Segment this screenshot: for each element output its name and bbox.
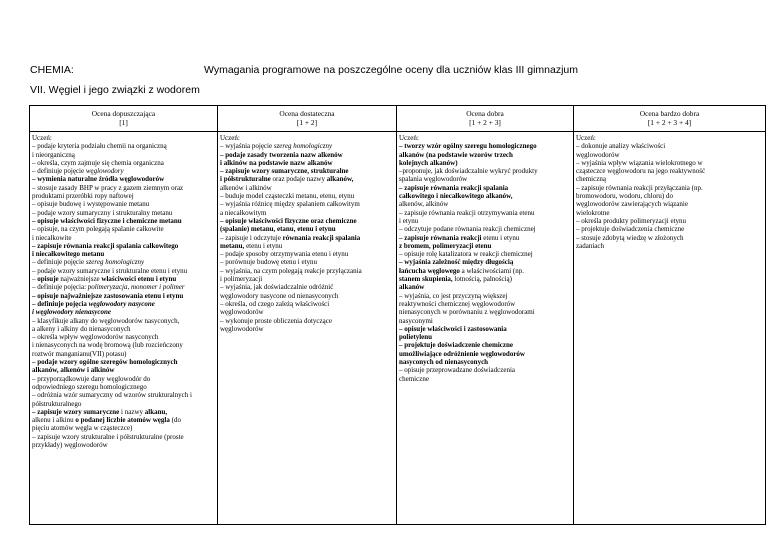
requirement-text: stanem skupienia, (399, 275, 453, 284)
requirement-line (220, 250, 394, 258)
requirement-line (32, 209, 215, 217)
requirement-line (399, 358, 571, 366)
requirement-text: – zapisuje równania reakcji spalania całkowitego (32, 241, 179, 250)
requirement-text: – klasyfikuje alkany do węglowodorów nasyconych, (32, 316, 180, 325)
requirement-text: – przyporządkowuje dany węglowodór do (32, 374, 151, 383)
requirement-text: równania reakcji spalania (282, 233, 361, 242)
requirement-text: węglowodorów zawierających wiązanie (576, 200, 688, 209)
requirement-text: wielokrotne (576, 208, 610, 217)
header-grade-satisfactory (218, 106, 397, 132)
requirement-text: łańcucha węglowego (399, 266, 460, 275)
table-header-row (30, 106, 766, 132)
requirement-text: właściwości etenu i etynu (101, 275, 177, 284)
requirement-line (399, 333, 571, 341)
requirement-text: – zapisuje i odczytuje (220, 233, 283, 242)
requirement-text: alkanów (na podstawie wzorów trzech (399, 150, 513, 159)
requirement-line (399, 200, 571, 208)
requirement-line (576, 225, 763, 233)
requirement-text: – wyjaśnia, na czym polegają reakcje przyłączania (220, 266, 362, 275)
requirement-line (32, 416, 215, 424)
requirement-text: i polimeryzacji (220, 275, 263, 284)
requirement-text: a niecałkowitym (220, 208, 267, 217)
requirement-line (32, 333, 215, 341)
requirement-line (399, 308, 571, 316)
requirement-text: – zapisuje równania reakcji otrzymywania etenu (399, 208, 535, 217)
requirement-line (399, 234, 571, 242)
requirement-text: – zapisuje wzory sumaryczne, strukturalne (220, 167, 349, 176)
requirement-text: – buduje model cząsteczki metanu, etenu, etynu (220, 192, 355, 201)
requirement-text: – wyjaśnia pojęcie (220, 142, 274, 151)
requirement-line (32, 433, 215, 441)
requirement-line (576, 200, 763, 208)
requirement-text: –proponuje, jak doświadczalnie wykryć produkty (399, 167, 538, 176)
requirement-text: – opisuje, na czym polegają spalanie całkowite (32, 225, 164, 234)
requirements-cell-grade-good (397, 132, 574, 525)
requirement-line (576, 167, 763, 175)
requirement-line (399, 292, 571, 300)
requirement-text: i alkinów na podstawie nazw alkanów (220, 158, 333, 167)
requirement-line (399, 159, 571, 167)
requirement-text: i półstrukturalne (220, 175, 271, 184)
header-name: Ocena dostateczna (279, 109, 335, 118)
requirement-line (32, 200, 215, 208)
requirement-line (576, 242, 763, 250)
requirement-text: – wyjaśnia różnicę między spalaniem całkowitym (220, 200, 360, 209)
requirement-line (32, 308, 215, 316)
requirement-text: – zapisuje wzory sumaryczne (32, 407, 120, 416)
requirement-text: – określa, od czego zależą właściwości (220, 299, 330, 308)
requirement-line (32, 300, 215, 308)
requirements-cell-grade-satisfactory (218, 132, 397, 525)
requirement-line (220, 325, 394, 333)
requirement-text: alkenu i alkinu (32, 416, 76, 425)
requirement-line (576, 217, 763, 225)
requirement-line (220, 142, 394, 150)
requirement-text: z bromem, polimeryzacji etenu (399, 241, 492, 250)
header-grade-sufficient (30, 106, 218, 132)
requirement-line (32, 366, 215, 374)
requirement-text: nienasyconych w porównaniu z węglowodorami (399, 308, 535, 317)
requirement-line (32, 400, 215, 408)
requirement-text: – zapisuje wzory strukturalne i półstrukturalne (proste (32, 432, 184, 441)
requirement-text: Uczeń: (220, 134, 240, 142)
requirement-line (399, 317, 571, 325)
header-name: Ocena dopuszczająca (91, 109, 156, 118)
requirement-text: i niecałkowitego metanu (32, 250, 105, 259)
header-points: [1 + 2 + 3 + 4] (647, 118, 692, 128)
requirement-line (576, 142, 763, 150)
requirement-line (399, 250, 571, 258)
requirement-line (32, 167, 215, 175)
requirement-text: i węglowodory nienasycone (32, 308, 111, 317)
requirement-text: kolejnych alkanów) (399, 158, 458, 167)
requirement-text: – wyjaśnia, jak doświadczalnie odróżnić (220, 283, 334, 292)
requirement-line (576, 234, 763, 242)
requirement-line (32, 142, 215, 150)
requirement-text: odpowiedniego szeregu homologicznego (32, 382, 147, 391)
requirements-cell-grade-very-good (574, 132, 766, 525)
requirement-line (220, 283, 394, 291)
requirement-text: – zapisuje równania reakcji (399, 233, 482, 242)
requirement-line (220, 175, 394, 183)
requirement-line (399, 300, 571, 308)
requirement-text: pięciu atomów węgla w cząsteczce) (32, 424, 133, 433)
requirement-text: całkowitego i niecałkowitego alkanów, (399, 192, 513, 201)
requirement-text: o podanej liczbie atomów węgla (75, 416, 170, 425)
requirement-text: – projektuje doświadczenie chemiczne (399, 341, 513, 350)
requirement-line (220, 234, 394, 242)
requirement-line (220, 217, 394, 225)
requirement-line (576, 134, 763, 142)
requirement-text: produktami przeróbki ropy naftowej (32, 192, 134, 201)
requirement-line (32, 242, 215, 250)
requirement-line (399, 142, 571, 150)
requirement-line (399, 366, 571, 374)
requirement-text: spalania węglowodorów (399, 175, 468, 184)
requirement-line (32, 275, 215, 283)
requirement-line (220, 300, 394, 308)
requirement-line (220, 167, 394, 175)
requirement-line (399, 217, 571, 225)
requirement-text: węglowodory nasycone (88, 299, 155, 308)
requirement-text: – zapisuje równania reakcji spalania (399, 183, 509, 192)
requirement-line (220, 151, 394, 159)
requirement-text: Uczeń: (576, 134, 596, 142)
requirement-line (32, 391, 215, 399)
requirement-text: – definiuje pojęcie (32, 167, 86, 176)
requirement-line (399, 225, 571, 233)
header-points: [1 + 2 + 3] (469, 118, 501, 128)
requirement-text: – definiuje pojęcie (32, 258, 86, 267)
requirement-text: – opisuje najważniejsze zastosowania etenu i etynu (32, 291, 184, 300)
requirement-line (399, 275, 571, 283)
requirement-text: – stosuje zasady BHP w pracy z gazem ziemnym oraz (32, 183, 184, 192)
requirements-table (29, 105, 766, 525)
requirement-text: – podaje sposoby otrzymywania etenu i etynu (220, 250, 349, 259)
requirement-line (399, 209, 571, 217)
requirement-text: szereg homologiczny (273, 142, 333, 151)
requirement-line (220, 242, 394, 250)
requirement-line (576, 151, 763, 159)
requirement-text: – opisuje budowę i występowanie metanu (32, 200, 150, 209)
requirement-line (32, 217, 215, 225)
requirement-text: umożliwiające odróżnienie węglowodorów (399, 349, 525, 358)
requirement-line (399, 242, 571, 250)
requirements-heading: Wymagania programowe na poszczególne oceny dla uczniów klas III gimnazjum (204, 64, 579, 76)
requirement-text: – opisuje właściwości fizyczne i chemiczne metanu (32, 216, 182, 225)
header-grade-very-good (574, 106, 766, 132)
requirement-line (399, 267, 571, 275)
requirement-text: i etynu (399, 216, 419, 225)
requirement-line (399, 134, 571, 142)
requirement-text: – porównuje budowę etenu i etynu (220, 258, 318, 267)
requirement-text: – odróżnia wzór sumaryczny od wzorów strukturalnych i (32, 391, 192, 400)
requirement-line (220, 209, 394, 217)
section-title: VII. Węgiel i jego związki z wodorem (30, 84, 200, 96)
requirement-line (220, 267, 394, 275)
requirement-text: węglowodory nasycone od nienasyconych (220, 291, 339, 300)
requirement-text: – (32, 275, 38, 284)
requirement-text: etenu i etynu (481, 233, 520, 242)
requirement-line (32, 159, 215, 167)
requirement-text: – opisuje rolę katalizatora w reakcji chemicznej (399, 250, 533, 259)
requirement-text: – podaje zasady tworzenia nazw alkenów (220, 150, 343, 159)
requirement-line (32, 325, 215, 333)
requirement-text: – definiuje pojęcia (32, 299, 89, 308)
requirement-text: – stosuje zdobytą wiedzę w złożonych (576, 233, 684, 242)
requirement-line (32, 441, 215, 449)
requirement-line (32, 424, 215, 432)
requirement-line (220, 192, 394, 200)
requirement-text: polietylenu (399, 333, 433, 342)
requirement-line (32, 234, 215, 242)
requirement-text: opisuje (37, 275, 59, 284)
requirement-text: nasyconymi (399, 316, 433, 325)
requirement-line (576, 184, 763, 192)
subject-label: CHEMIA: (30, 64, 74, 76)
requirement-text: Uczeń: (399, 134, 419, 142)
requirement-line (32, 383, 215, 391)
requirement-line (32, 341, 215, 349)
requirement-text: – wyjaśnia, co jest przyczyną większej (399, 291, 508, 300)
requirement-text: polimeryzacja, monomer i polimer (87, 283, 185, 292)
requirement-line (399, 167, 571, 175)
requirement-text: alkanów (399, 283, 425, 292)
requirement-text: alkanu, (144, 407, 168, 416)
requirement-text: przykłady) węglowodorów (32, 440, 108, 449)
requirement-line (32, 225, 215, 233)
requirement-text: alkanów, alkenów i alkinów (32, 366, 115, 375)
requirement-line (399, 283, 571, 291)
requirement-text: – projektuje doświadczenia chemiczne (576, 225, 685, 234)
requirement-line (32, 267, 215, 275)
requirement-text: alkenów, alkinów (399, 200, 449, 209)
requirement-line (32, 283, 215, 291)
requirement-text: Uczeń: (32, 134, 52, 142)
requirement-text: – określa produkty polimeryzacji etynu (576, 216, 687, 225)
requirement-text: nasyconych od nienasyconych (399, 358, 489, 367)
requirement-text: – tworzy wzór ogólny szeregu homologicznego (399, 142, 537, 151)
requirement-line (32, 292, 215, 300)
requirement-text: alkenów i alkinów (220, 183, 272, 192)
requirement-text: i nienasyconych na wodę bromową (lub rozcieńczony (32, 341, 183, 350)
requirement-text: węglowodory (85, 167, 124, 176)
requirement-line (399, 151, 571, 159)
requirement-text: etenu i etynu (244, 241, 283, 250)
requirement-text: – określa wpływ węglowodorów nasyconych (32, 333, 159, 342)
requirement-line (576, 209, 763, 217)
requirement-text: węglowodorów (576, 150, 620, 159)
requirement-line (32, 350, 215, 358)
requirement-line (32, 317, 215, 325)
requirement-line (220, 184, 394, 192)
requirement-text: metanu, (220, 241, 245, 250)
requirement-line (220, 225, 394, 233)
requirement-text: lotnością, palnością) (452, 275, 512, 284)
requirement-line (32, 184, 215, 192)
requirement-text: węglowodorów (220, 308, 264, 317)
requirement-text: – podaje wzory ogólne szeregów homologicznych (32, 358, 178, 367)
requirement-line (32, 375, 215, 383)
requirement-line (576, 175, 763, 183)
requirement-line (399, 258, 571, 266)
requirement-line (220, 159, 394, 167)
requirement-line (399, 350, 571, 358)
requirement-text: – dokonuje analizy właściwości (576, 142, 666, 151)
requirement-line (399, 175, 571, 183)
requirement-text: chemiczne (399, 374, 429, 383)
requirement-text: – odczytuje podane równania reakcji chemicznej (399, 225, 536, 234)
requirement-text: reaktywności chemicznej węglowodorów (399, 299, 516, 308)
requirement-text: – podaje wzory sumaryczne i strukturalne etenu i etynu (32, 266, 188, 275)
header-name: Ocena bardzo dobra (639, 109, 700, 118)
requirement-line (399, 341, 571, 349)
requirement-text: – podaje kryteria podziału chemii na organiczną (32, 142, 167, 151)
requirement-line (32, 175, 215, 183)
requirement-text: – opisuje właściwości i zastosowania (399, 324, 507, 333)
requirement-line (32, 358, 215, 366)
requirement-line (32, 151, 215, 159)
requirement-line (399, 375, 571, 383)
requirement-text: – opisuje właściwości fizyczne oraz chemiczne (220, 216, 357, 225)
requirement-text: – definiuje pojęcia: (32, 283, 88, 292)
requirement-text: węglowodorów (220, 324, 264, 333)
header-points: [1 + 2] (296, 118, 318, 128)
requirement-line (220, 292, 394, 300)
header-grade-good (397, 106, 574, 132)
requirement-line (220, 308, 394, 316)
requirement-line (220, 258, 394, 266)
requirement-text: a alkeny i alkiny do nienasyconych (32, 324, 131, 333)
requirement-line (220, 275, 394, 283)
requirement-text: – wymienia naturalne źródła węglowodorów (32, 175, 165, 184)
requirement-text: – wykonuje proste obliczenia dotyczące (220, 316, 332, 325)
requirement-line (220, 317, 394, 325)
requirement-line (399, 325, 571, 333)
requirement-line (576, 192, 763, 200)
requirement-text: zadaniach (576, 241, 604, 250)
requirement-line (576, 159, 763, 167)
requirement-text: a właściwościami (np. (459, 266, 525, 275)
requirement-text: – opisuje przeprowadzane doświadczenia (399, 366, 516, 375)
requirement-text: i niecałkowite (32, 233, 72, 242)
table-row (30, 132, 766, 525)
requirement-line (32, 134, 215, 142)
requirement-line (32, 192, 215, 200)
requirement-text: – określa, czym zajmuje się chemia organiczna (32, 158, 164, 167)
requirement-text: – wyjaśnia zależność między długością (399, 258, 514, 267)
requirement-line (32, 250, 215, 258)
requirement-text: półstrukturalnego (32, 399, 82, 408)
requirement-line (399, 184, 571, 192)
header-points: [1] (119, 118, 128, 128)
requirement-text: oraz podaje nazwy (270, 175, 327, 184)
requirement-text: – podaje wzory sumaryczny i strukturalny metanu (32, 208, 173, 217)
requirement-text: i nazwy (119, 407, 145, 416)
requirement-text: alkanów, (326, 175, 354, 184)
requirements-cell-grade-sufficient (30, 132, 218, 525)
requirement-line (399, 192, 571, 200)
requirement-text: cząsteczce węglowodoru na jego reaktywność (576, 167, 706, 176)
requirement-line (220, 134, 394, 142)
requirement-text: – zapisuje równania reakcji przyłączania (np. (576, 183, 703, 192)
requirement-text: – wyjaśnia wpływ wiązania wielokrotnego w (576, 158, 703, 167)
requirement-text: szereg homologiczny (85, 258, 145, 267)
requirement-text: i nieorganiczną (32, 150, 75, 159)
requirement-line (32, 258, 215, 266)
requirement-line (32, 408, 215, 416)
requirement-text: (spalanie) metanu, etanu, etenu i etynu (220, 225, 336, 234)
requirement-text: chemiczną (576, 175, 606, 184)
requirement-line (220, 200, 394, 208)
requirement-text: (do (169, 416, 181, 425)
requirement-text: najważniejsze (58, 275, 102, 284)
requirement-text: bromowodoru, wodoru, chloru) do (576, 192, 674, 201)
header-name: Ocena dobra (466, 109, 504, 118)
requirement-text: roztwór manganianu(VII) potasu) (32, 349, 127, 358)
